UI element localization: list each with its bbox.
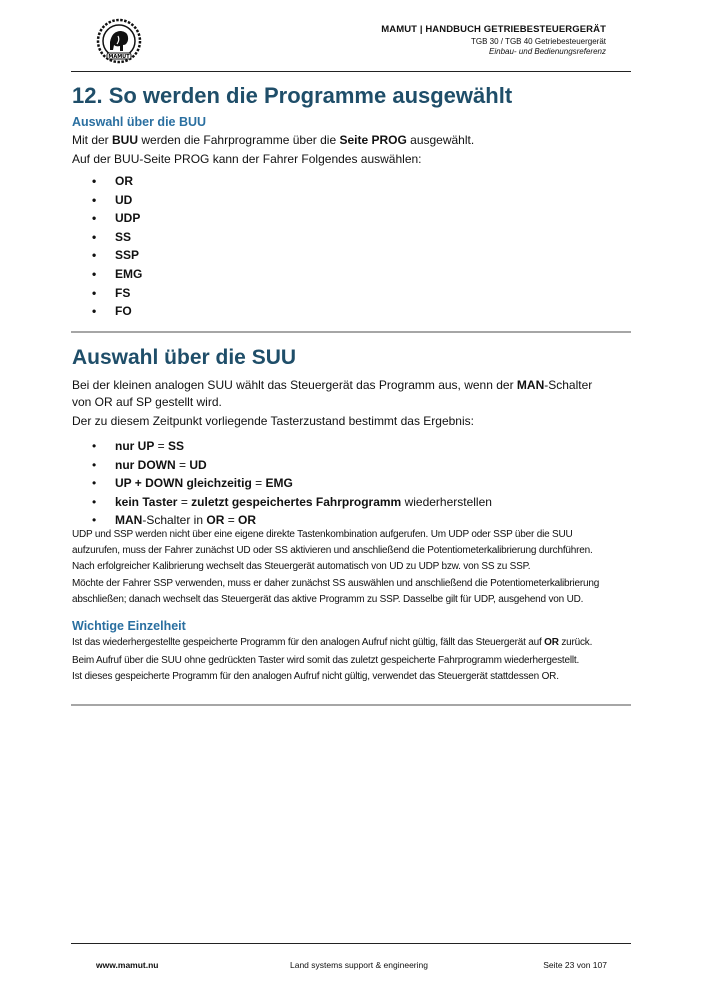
important-paragraph: Beim Aufruf über die SUU ohne gedrückten Taster wird somit das zuletzt gespeicherte Fahrprogramm wiederhergestellt. Ist dieses gespeicherte Programm für den analogen Aufruf nicht gültig, verwendet das Steuergerät stattdessen OR. <box>72 655 580 682</box>
footer-rule <box>71 943 631 944</box>
list-item: • UP + DOWN gleichzeitig = EMG <box>72 474 492 493</box>
mamut-logo <box>96 18 142 64</box>
suu-paragraph-2: Der zu diesem Zeitpunkt vorliegende Tasterzustand bestimmt das Ergebnis: <box>72 414 474 428</box>
buu-paragraph-1: Mit der BUU werden die Fahrprogramme über die Seite PROG ausgewählt. <box>72 133 475 147</box>
list-item: • SSP <box>72 246 142 265</box>
footer-center-text: Land systems support & engineering <box>290 960 428 970</box>
header-subtitle: TGB 30 / TGB 40 Getriebesteuergerät <box>470 37 606 46</box>
program-list <box>72 172 142 321</box>
header-title: MAMUT | HANDBUCH GETRIEBESTEUERGERÄT <box>381 24 606 35</box>
suu-note-2: Möchte der Fahrer SSP verwenden, muss er daher zunächst SS auswählen und anschließend die Potentiometerkalibrierung abschließen; danach wechselt das Steuergerät das aktive Programm zu SSP. Dasselbe gilt für UDP, ausgehend von UD. <box>72 578 600 605</box>
important-line-1: Ist das wiederhergestellte gespeicherte Programm für den analogen Aufruf nicht gültig, fällt das Steuergerät auf OR zurück. <box>72 637 593 648</box>
buu-heading: Auswahl über die BUU <box>72 115 207 129</box>
section-end-divider <box>71 704 631 706</box>
suu-note-1: UDP und SSP werden nicht über eine eigene direkte Tastenkombination aufgerufen. Um UDP oder SSP über die SUU aufzurufen, muss der Fahrer zunächst UD oder SS aktivieren und anschließend die Potentiometerkalibrierung durchführen. Nach erfolgreicher Kalibrierung wechselt das Steuergerät automatisch von UD zu UDP bzw. von SS zu SSP. <box>72 529 593 572</box>
list-item: • FO <box>72 302 142 321</box>
list-item: • EMG <box>72 265 142 284</box>
logo-text: MAMUT <box>108 54 130 60</box>
footer-page-number: Seite 23 von 107 <box>543 960 607 970</box>
list-item: • OR <box>72 172 142 191</box>
list-item: • MAN-Schalter in OR = OR <box>72 511 492 530</box>
header-subtitle-2: Einbau- und Bedienungsreferenz <box>489 47 606 56</box>
list-item: • FS <box>72 284 142 303</box>
list-item: • nur DOWN = UD <box>72 456 492 475</box>
footer-website: www.mamut.nu <box>96 960 159 970</box>
list-item: • UD <box>72 191 142 210</box>
header-rule <box>71 71 631 72</box>
list-item: • UDP <box>72 209 142 228</box>
important-heading: Wichtige Einzelheit <box>72 619 186 633</box>
suu-paragraph-1: Bei der kleinen analogen SUU wählt das Steuergerät das Programm aus, wenn der MAN-Schalter von OR auf SP gestellt wird. <box>72 378 593 409</box>
list-item: • nur UP = SS <box>72 437 492 456</box>
list-item: • SS <box>72 228 142 247</box>
suu-title: Auswahl über die SUU <box>72 346 297 369</box>
buu-paragraph-2: Auf der BUU-Seite PROG kann der Fahrer Folgendes auswählen: <box>72 152 422 166</box>
header-text <box>381 24 606 56</box>
section-title: 12. So werden die Programme ausgewählt <box>72 83 513 108</box>
list-item: • kein Taster = zuletzt gespeichertes Fahrprogramm wiederherstellen <box>72 493 492 512</box>
button-rules-list <box>72 437 492 530</box>
section-divider <box>71 331 631 333</box>
